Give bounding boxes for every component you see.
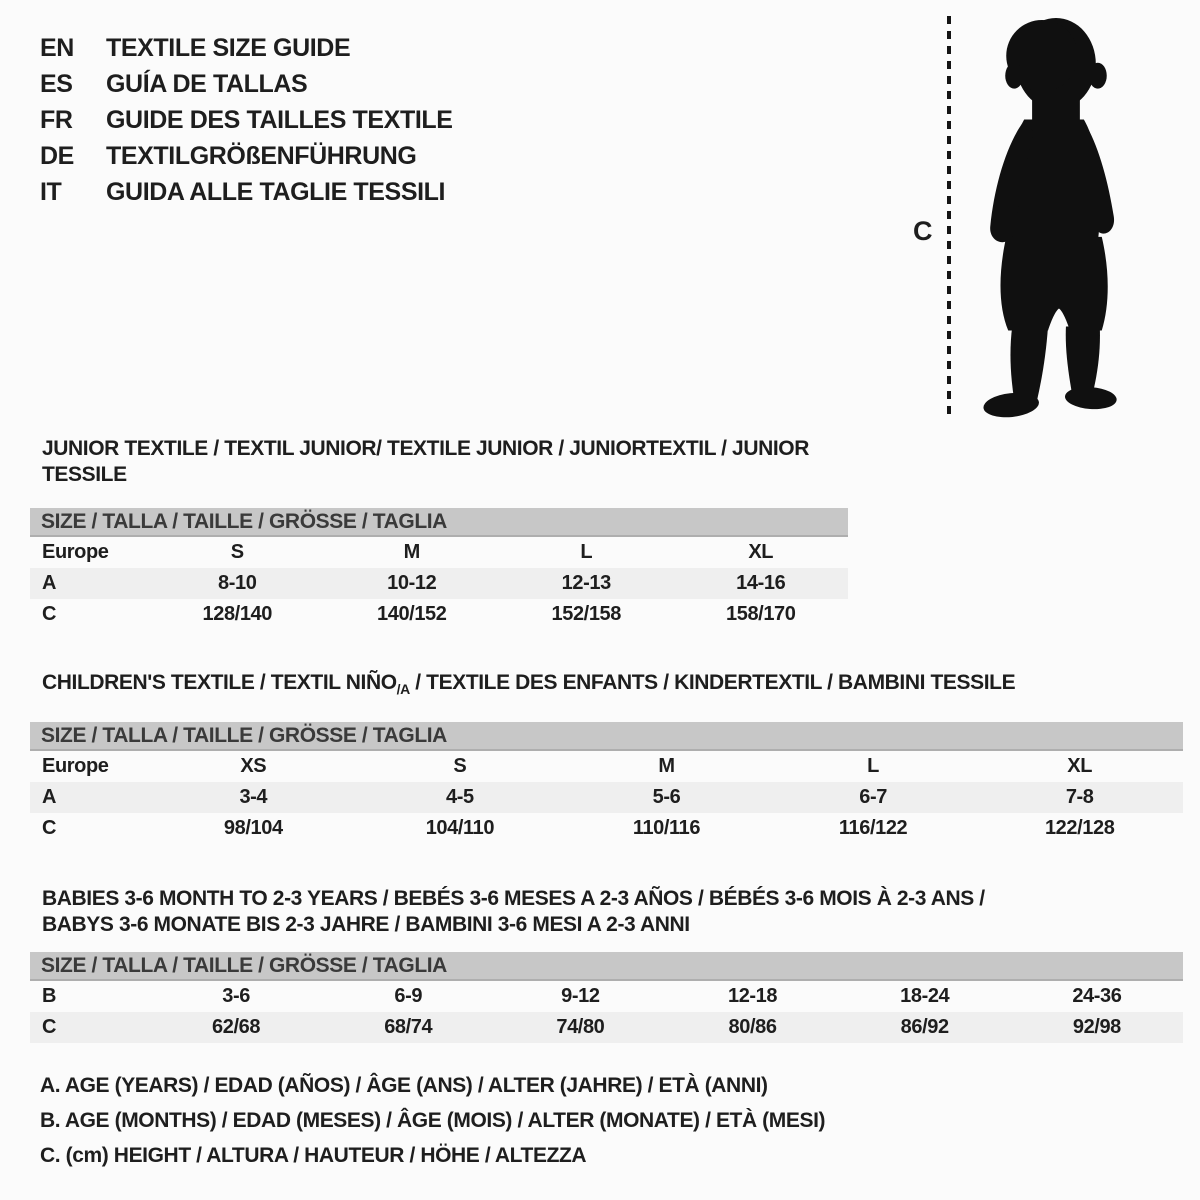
size-column-header: L xyxy=(580,541,593,563)
section-title: JUNIOR TEXTILE / TEXTIL JUNIOR/ TEXTILE JUNIOR / JUNIORTEXTIL / JUNIOR TESSILE xyxy=(42,437,809,486)
value-cell: 158/170 xyxy=(726,603,796,625)
size-column-header: M xyxy=(658,755,675,778)
language-title: GUIDA ALLE TAGLIE TESSILI xyxy=(106,178,446,206)
table-row xyxy=(30,813,1183,844)
value-cell: 68/74 xyxy=(384,1016,433,1039)
table-row xyxy=(30,599,848,630)
size-column-header: XS xyxy=(240,755,267,778)
size-header-bar: SIZE / TALLA / TAILLE / GRÖSSE / TAGLIA xyxy=(30,722,1183,751)
height-measure-label: C xyxy=(913,216,933,246)
height-figure xyxy=(0,0,1200,436)
size-column-header: XL xyxy=(1067,755,1093,778)
row-label-cell: C xyxy=(42,603,57,625)
section-babies-textile xyxy=(30,886,1183,1043)
legend-line: B. AGE (MONTHS) / EDAD (MESES) / ÂGE (MOIS) / ALTER (MONATE) / ETÀ (MESI) xyxy=(40,1109,826,1132)
row-label-cell: B xyxy=(42,985,57,1008)
section-title-subscript: /A xyxy=(396,681,410,698)
value-cell: 24-36 xyxy=(1072,985,1122,1008)
toddler-silhouette xyxy=(962,12,1146,420)
section-title-line1: BABIES 3-6 MONTH TO 2-3 YEARS / BEBÉS 3-6 MESES A 2-3 AÑOS / BÉBÉS 3-6 MOIS À 2-3 ANS / xyxy=(42,887,985,911)
value-cell: 104/110 xyxy=(425,817,495,840)
value-cell: 86/92 xyxy=(900,1016,949,1039)
value-cell: 12-13 xyxy=(561,572,611,594)
measure-legend xyxy=(40,1068,825,1173)
section-junior-textile xyxy=(30,436,848,630)
value-cell: 7-8 xyxy=(1065,786,1094,809)
size-header-bar: SIZE / TALLA / TAILLE / GRÖSSE / TAGLIA xyxy=(30,508,848,537)
value-cell: 12-18 xyxy=(727,985,778,1008)
value-cell: 98/104 xyxy=(223,817,283,840)
value-cell: 116/122 xyxy=(838,817,908,840)
junior-size-table xyxy=(30,537,848,630)
legend-line: C. (cm) HEIGHT / ALTURA / HAUTEUR / HÖHE / ALTEZZA xyxy=(40,1144,587,1167)
size-header-bar: SIZE / TALLA / TAILLE / GRÖSSE / TAGLIA xyxy=(30,952,1183,981)
value-cell: 18-24 xyxy=(900,985,950,1008)
section-children-textile xyxy=(30,670,1183,844)
language-code: IT xyxy=(40,178,62,206)
size-column-header: L xyxy=(867,755,879,778)
value-cell: 14-16 xyxy=(736,572,786,594)
header-area xyxy=(0,0,1200,436)
value-cell: 80/86 xyxy=(728,1016,777,1039)
value-cell: 5-6 xyxy=(652,786,681,809)
value-cell: 140/152 xyxy=(377,603,447,625)
size-column-header: XL xyxy=(748,541,774,563)
value-cell: 8-10 xyxy=(218,572,257,594)
table-row xyxy=(30,981,1183,1012)
language-title: TEXTILGRÖßENFÜHRUNG xyxy=(106,142,417,170)
language-code: FR xyxy=(40,106,73,134)
value-cell: 74/80 xyxy=(556,1016,605,1039)
table-row xyxy=(30,782,1183,813)
babies-size-table xyxy=(30,981,1183,1043)
tables-area xyxy=(30,436,1183,1043)
language-title: TEXTILE SIZE GUIDE xyxy=(106,34,351,62)
row-label-cell: C xyxy=(42,817,57,840)
language-code: EN xyxy=(40,34,74,62)
children-size-table xyxy=(30,751,1183,844)
value-cell: 9-12 xyxy=(561,985,600,1008)
row-label-cell: A xyxy=(42,786,57,809)
height-dashed-line xyxy=(947,16,951,414)
value-cell: 10-12 xyxy=(387,572,437,594)
region-header-cell: Europe xyxy=(42,755,109,778)
value-cell: 6-7 xyxy=(859,786,887,809)
size-column-header: S xyxy=(230,541,244,563)
value-cell: 4-5 xyxy=(446,786,474,809)
value-cell: 110/116 xyxy=(632,817,701,840)
region-header-cell: Europe xyxy=(42,541,109,563)
value-cell: 6-9 xyxy=(394,985,423,1008)
section-title xyxy=(30,670,1183,702)
table-row xyxy=(30,1012,1183,1043)
value-cell: 122/128 xyxy=(1044,817,1115,840)
value-cell: 92/98 xyxy=(1072,1016,1121,1039)
size-column-header: M xyxy=(403,541,420,563)
value-cell: 152/158 xyxy=(551,603,621,625)
legend-line: A. AGE (YEARS) / EDAD (AÑOS) / ÂGE (ANS) / ALTER (JAHRE) / ETÀ (ANNI) xyxy=(40,1074,768,1097)
table-row xyxy=(30,568,848,599)
section-title-line2: BABYS 3-6 MONATE BIS 2-3 JAHRE / BAMBINI 3-6 MESI A 2-3 ANNI xyxy=(42,913,690,937)
language-title: GUIDE DES TAILLES TEXTILE xyxy=(106,106,453,134)
column-header-row xyxy=(30,537,848,568)
row-label-cell: A xyxy=(42,572,57,594)
value-cell: 62/68 xyxy=(212,1016,261,1039)
section-title-text: CHILDREN'S TEXTILE / TEXTIL NIÑO xyxy=(42,671,397,694)
value-cell: 3-4 xyxy=(239,786,268,809)
section-title-text: / TEXTILE DES ENFANTS / KINDERTEXTIL / BAMBINI TESSILE xyxy=(409,671,1016,694)
language-code: DE xyxy=(40,142,74,170)
row-label-cell: C xyxy=(42,1016,57,1039)
language-title: GUÍA DE TALLAS xyxy=(106,70,308,98)
value-cell: 3-6 xyxy=(222,985,250,1008)
value-cell: 128/140 xyxy=(202,603,272,625)
column-header-row xyxy=(30,751,1183,782)
size-column-header: S xyxy=(453,755,467,778)
language-code: ES xyxy=(40,70,73,98)
